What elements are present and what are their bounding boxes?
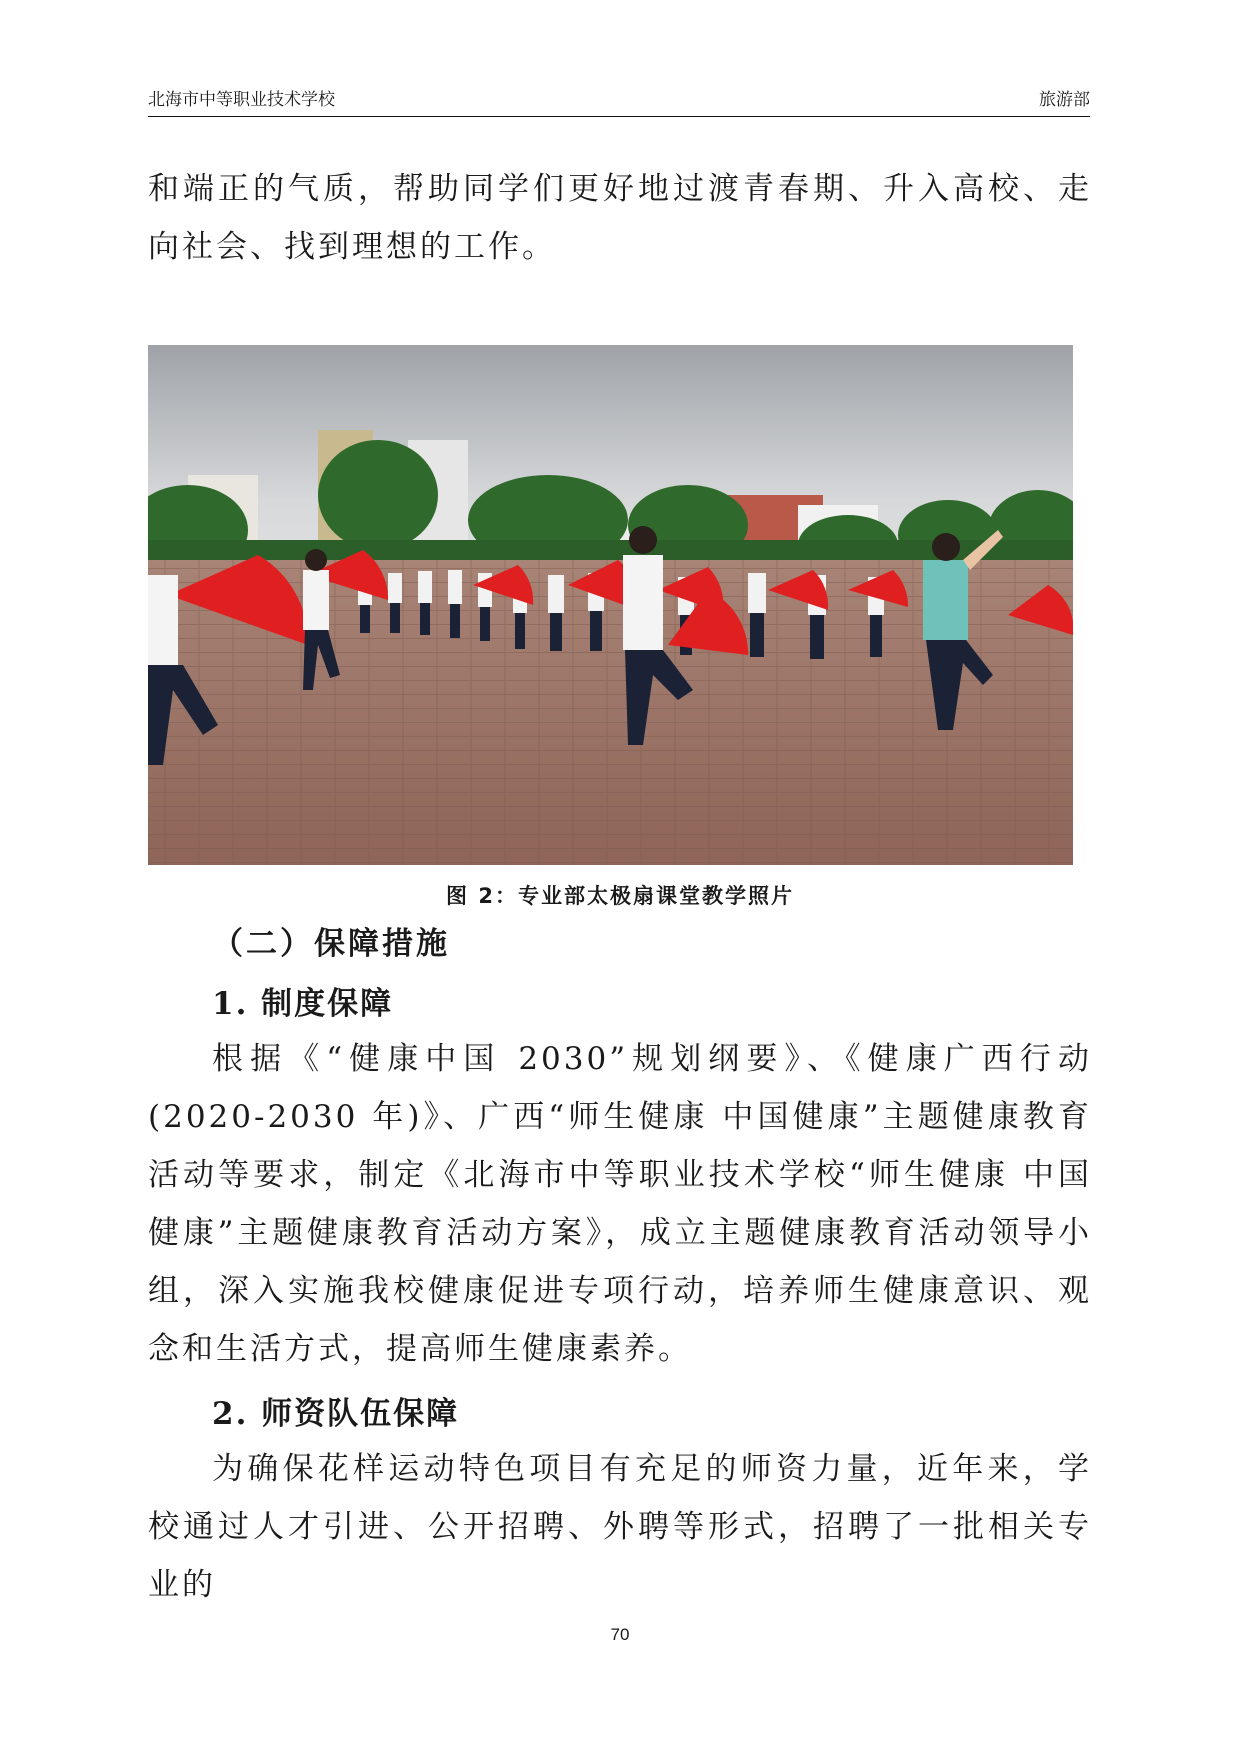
figure-caption: 图 2：专业部太极扇课堂教学照片 (446, 884, 794, 908)
item-1-title: 1. 制度保障 (212, 986, 394, 1022)
page-header (148, 88, 1090, 117)
header-school-name: 北海市中等职业技术学校 (148, 90, 335, 110)
item-1-text: 根据《“健康中国 2030”规划纲要》、《健康广西行动(2020-2030 年)》、广西“师生健康 中国健康”主题健康教育活动等要求，制定《北海市中等职业技术学校“师生健康 中国健康”主题健康教育活动方案》，成立主题健康教育活动领导小组，深入实施我校健康促进专项行动，培养师生健康意识、观念和生活方式，提高师生健康素养。 (148, 1041, 1092, 1367)
page-number: 70 (610, 1625, 630, 1644)
section-heading: （二）保障措施 (212, 926, 450, 962)
item-2-text: 为确保花样运动特色项目有充足的师资力量，近年来，学校通过人才引进、公开招聘、外聘等形式，招聘了一批相关专业的 (148, 1451, 1092, 1603)
tai-chi-fan-class-photo (148, 345, 1073, 865)
photo-illustration (148, 345, 1073, 865)
item-2-title: 2. 师资队伍保障 (212, 1396, 460, 1432)
intro-paragraph: 和端正的气质，帮助同学们更好地过渡青春期、升入高校、走向社会、找到理想的工作。 (148, 171, 1092, 265)
header-department: 旅游部 (1039, 90, 1090, 110)
